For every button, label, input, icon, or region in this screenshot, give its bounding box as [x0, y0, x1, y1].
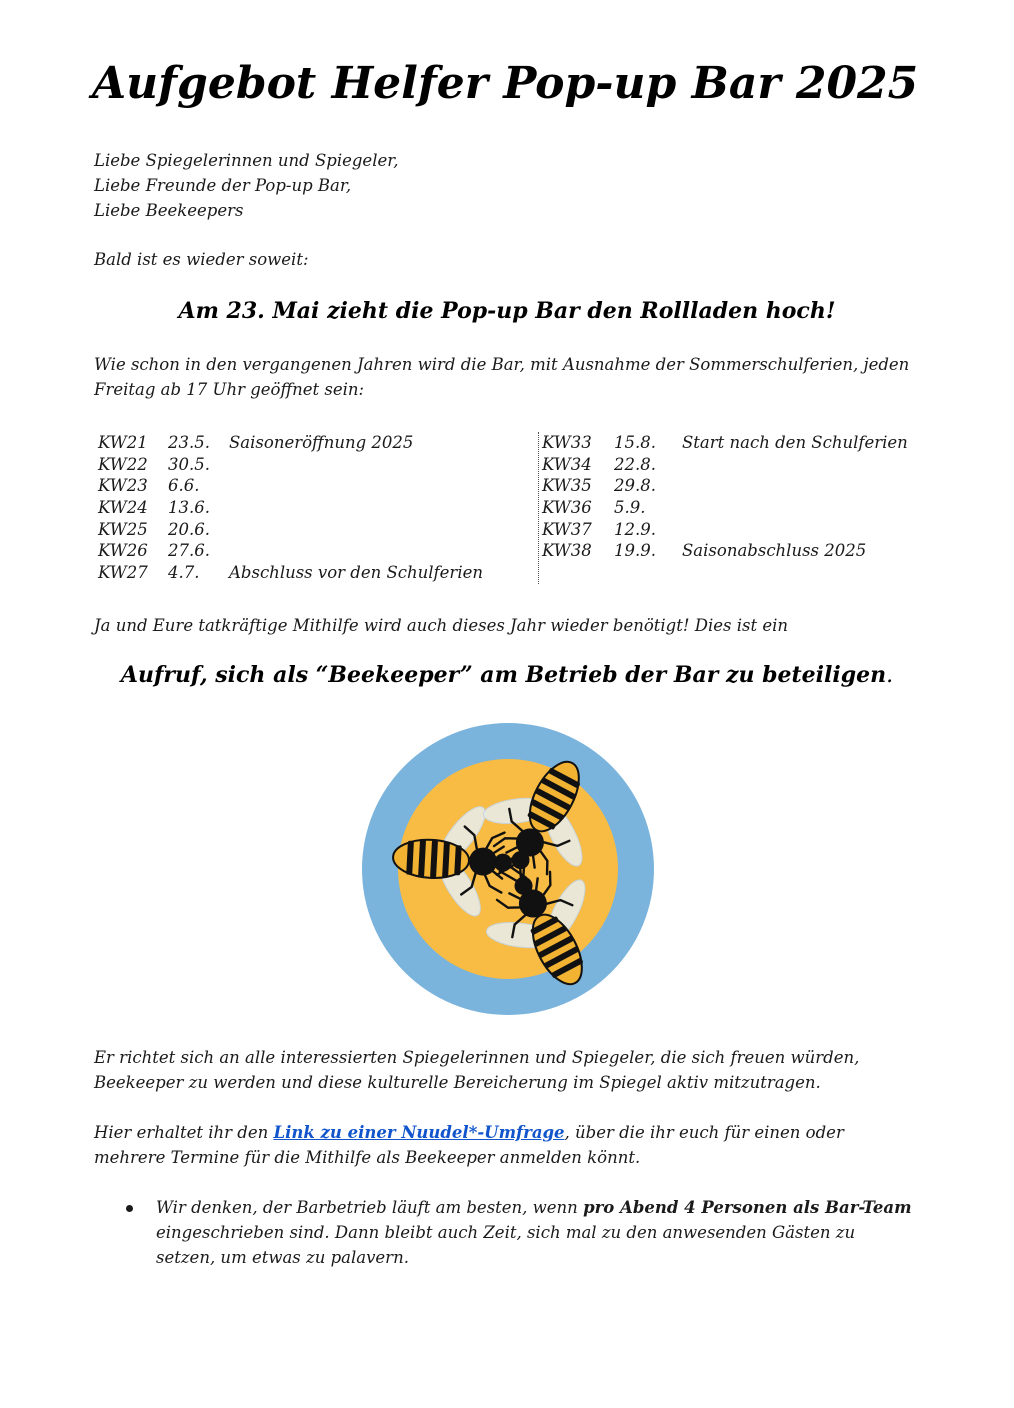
beekeeper-logo-icon [361, 722, 655, 1016]
greeting-line: Liebe Spiegelerinnen und Spiegeler, [94, 151, 399, 170]
schedule-left-column [98, 432, 536, 584]
week-number: KW27 [98, 563, 148, 583]
date: 22.8. [614, 454, 656, 474]
date: 15.8. [614, 433, 656, 452]
help-text: Ja und Eure tatkräftige Mithilfe wird auch dieses Jahr wieder benötigt! Dies ist ein [94, 616, 789, 635]
schedule-row [98, 497, 536, 519]
bullet-item [156, 1195, 916, 1270]
greeting-line: Liebe Freunde der Pop-up Bar, [94, 176, 352, 195]
schedule-row [542, 497, 962, 519]
date: 23.5. [168, 433, 210, 452]
survey-link[interactable]: Link zu einer Nuudel*-Umfrage [273, 1123, 565, 1142]
call-headline-punct: . [886, 663, 894, 688]
week-number: KW22 [98, 454, 148, 474]
week-number: KW25 [98, 519, 148, 539]
schedule-row [98, 519, 536, 541]
schedule-row [98, 454, 536, 476]
week-number: KW38 [542, 541, 592, 561]
survey-paragraph [94, 1120, 914, 1170]
schedule-row [542, 475, 962, 497]
schedule-right-column [538, 432, 962, 584]
note: Saisonabschluss 2025 [682, 541, 867, 561]
survey-text-after: , über die ihr euch für einen oder mehrere Termine für die Mithilfe als Beekeeper anmelden könnt. [94, 1123, 844, 1167]
schedule-row [98, 562, 536, 584]
schedule-row [98, 432, 536, 454]
week-number: KW37 [542, 519, 592, 539]
note: Saisoneröffnung 2025 [229, 433, 414, 452]
intro-text: Wie schon in den vergangenen Jahren wird die Bar, mit Ausnahme der Sommerschulferien, jeden Freitag ab 17 Uhr geöffnet sein: [94, 355, 910, 399]
soon-text: Bald ist es wieder soweit: [94, 250, 309, 269]
schedule-row [542, 540, 962, 562]
schedule-row [542, 432, 962, 454]
date: 30.5. [168, 454, 210, 474]
opening-headline: Am 23. Mai zieht die Pop-up Bar den Rollladen hoch! [178, 298, 836, 324]
page-title: Aufgebot Helfer Pop-up Bar 2025 [92, 58, 919, 109]
date: 19.9. [614, 541, 656, 561]
week-number: KW21 [98, 433, 148, 452]
note: Start nach den Schulferien [682, 433, 908, 452]
week-number: KW34 [542, 454, 592, 474]
survey-text-before: Hier erhaltet ihr den [94, 1123, 274, 1142]
week-number: KW26 [98, 541, 148, 561]
week-number: KW36 [542, 498, 592, 518]
schedule-row [98, 540, 536, 562]
call-headline [0, 662, 1014, 688]
schedule-row [542, 519, 962, 541]
note: Abschluss vor den Schulferien [229, 563, 483, 583]
date: 27.6. [168, 541, 210, 561]
date: 5.9. [614, 498, 646, 518]
date: 4.7. [168, 563, 200, 583]
date: 13.6. [168, 498, 210, 518]
bullet-text-before: Wir denken, der Barbetrieb läuft am besten, wenn [156, 1198, 584, 1217]
bullet-text-after: eingeschrieben sind. Dann bleibt auch Zeit, sich mal zu den anwesenden Gästen zu setzen, um etwas zu palavern. [156, 1223, 856, 1267]
date: 12.9. [614, 519, 656, 539]
call-headline-text: Aufruf, sich als “Beekeeper” am Betrieb der Bar zu beteiligen [120, 662, 887, 688]
bullet-dot-icon [126, 1205, 133, 1212]
schedule-row [542, 454, 962, 476]
greeting [94, 148, 399, 223]
week-number: KW23 [98, 476, 148, 496]
date: 6.6. [168, 476, 200, 496]
bullet-bold-text: pro Abend 4 Personen als Bar-Team [583, 1198, 912, 1217]
week-number: KW35 [542, 476, 592, 496]
date: 20.6. [168, 519, 210, 539]
schedule-row [98, 475, 536, 497]
date: 29.8. [614, 476, 656, 496]
aimed-text: Er richtet sich an alle interessierten Spiegelerinnen und Spiegeler, die sich freuen würden, Beekeeper zu werden und diese kulturelle Bereicherung im Spiegel aktiv mitzutragen. [94, 1048, 860, 1092]
greeting-line: Liebe Beekeepers [94, 201, 244, 220]
week-number: KW24 [98, 498, 148, 518]
week-number: KW33 [542, 433, 592, 452]
